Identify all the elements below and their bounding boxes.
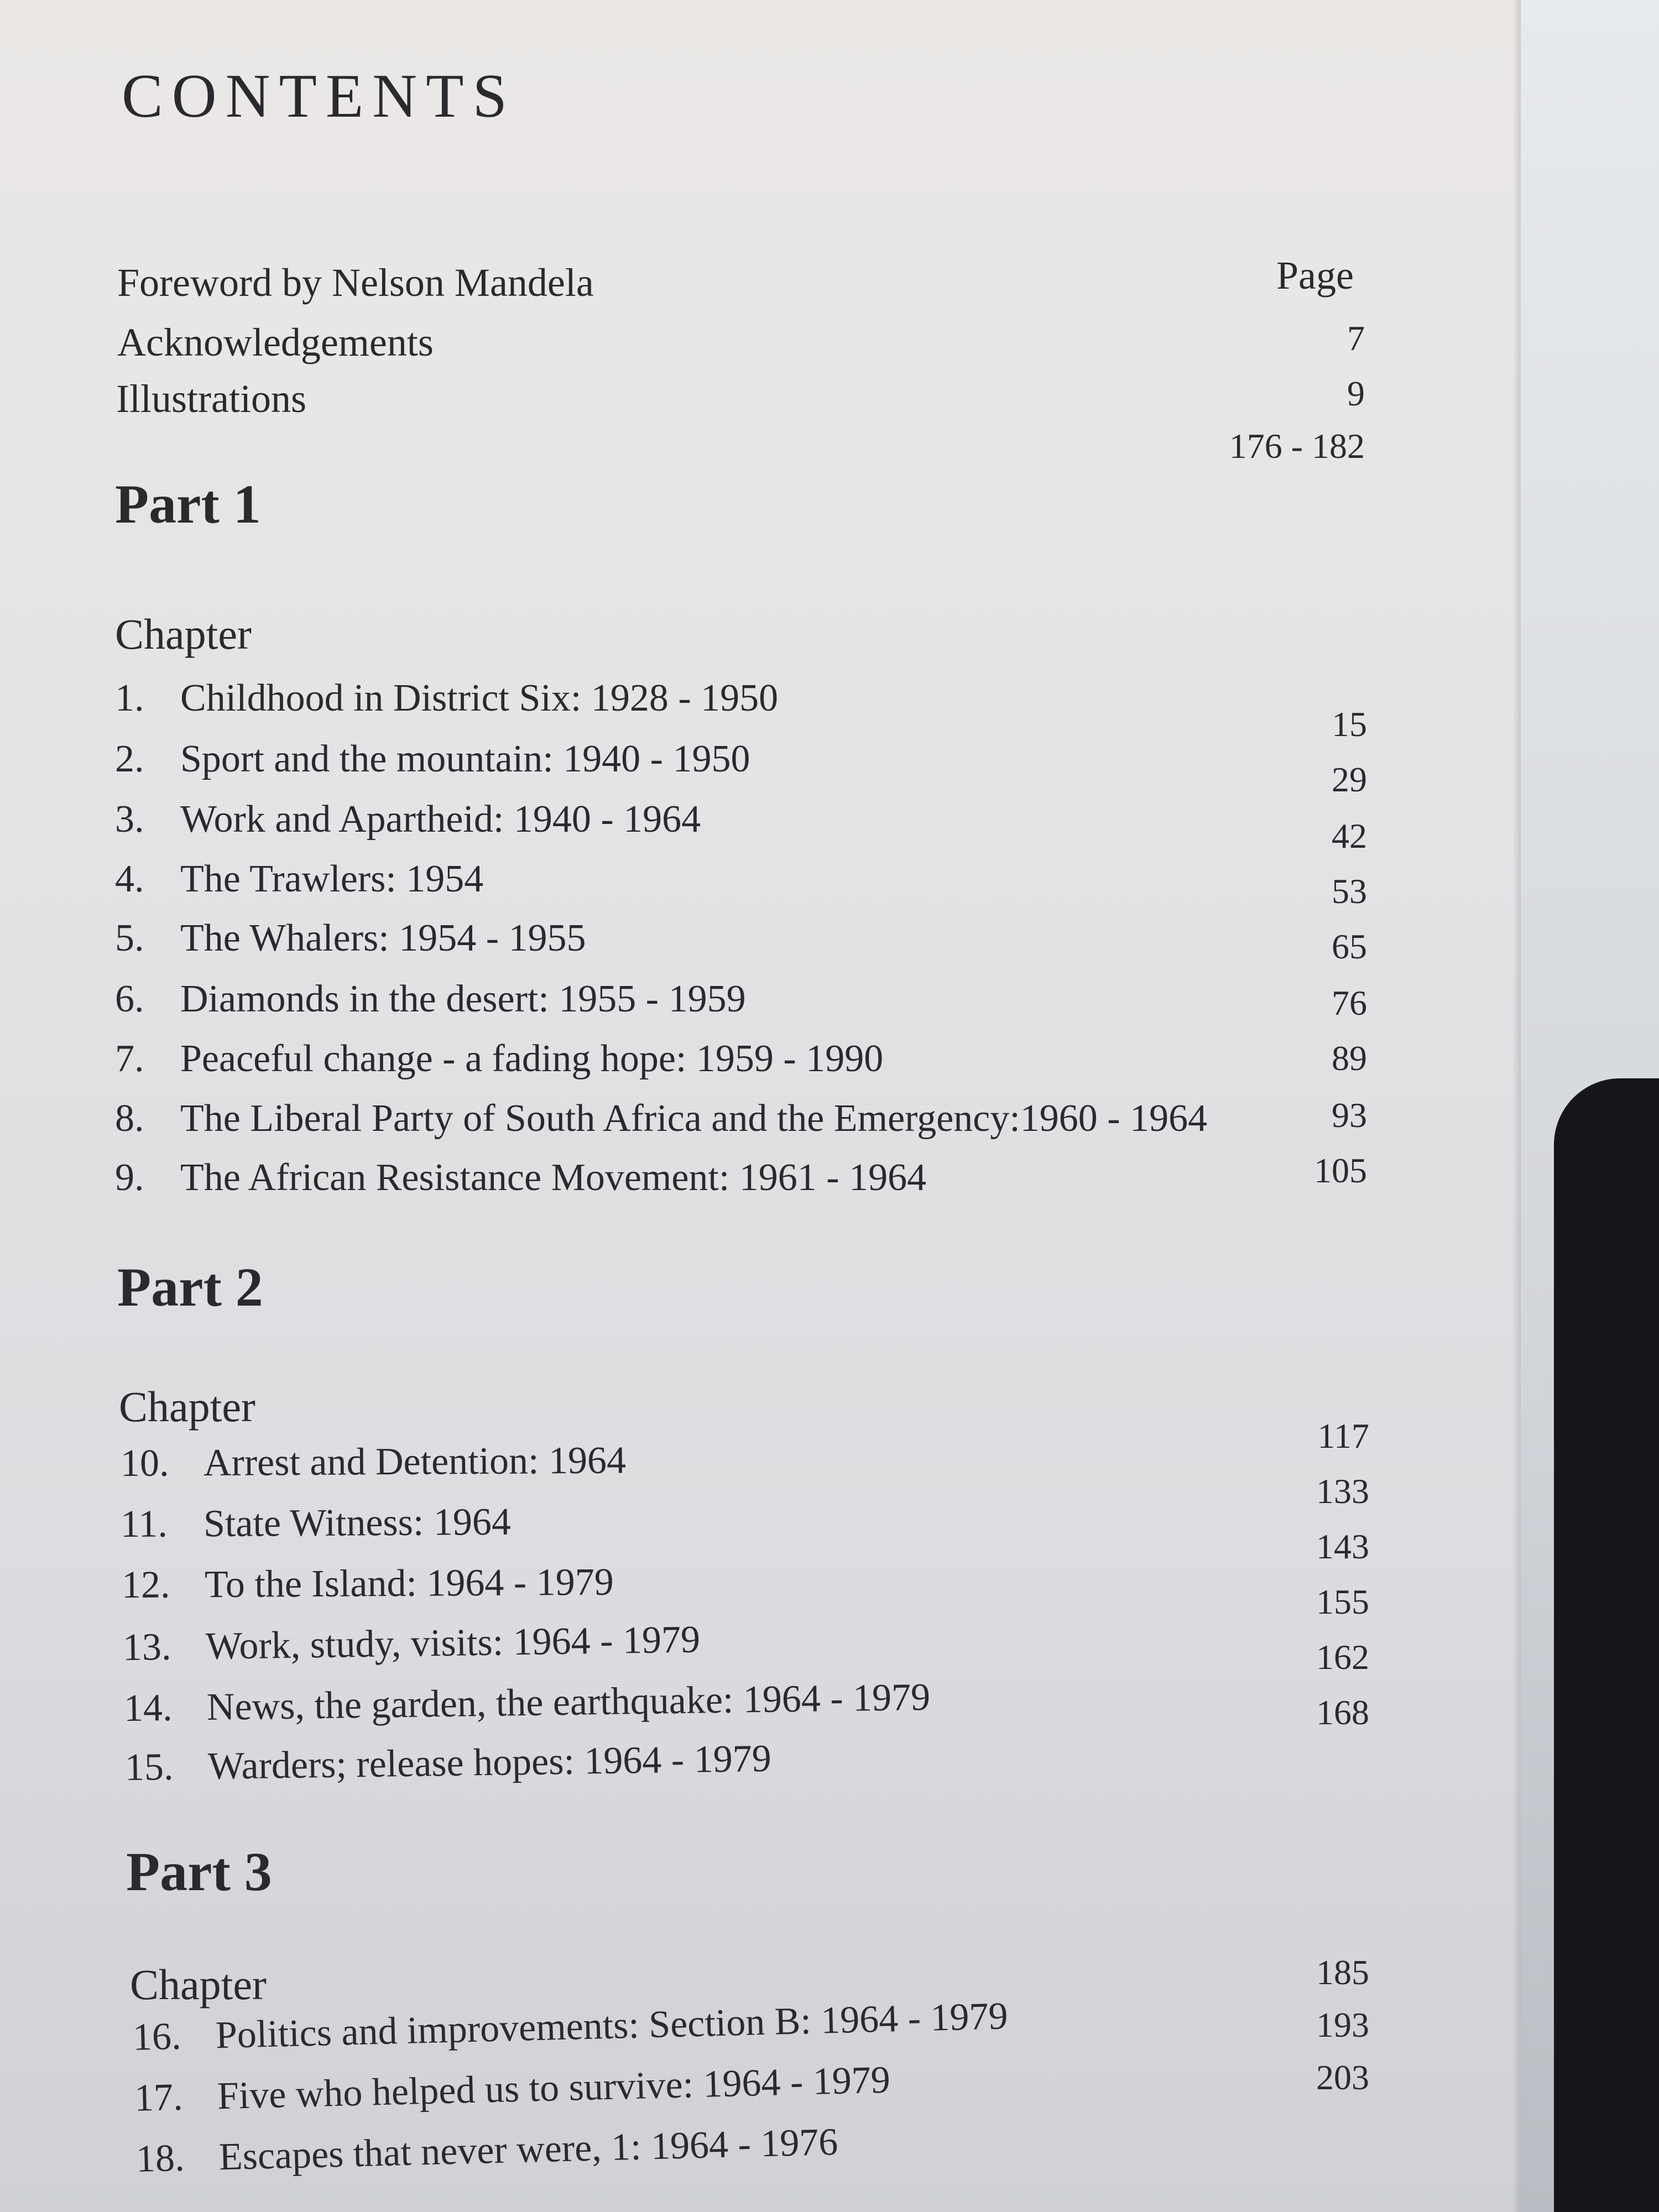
page-number: 168: [1316, 1693, 1369, 1732]
chapter-title: Work, study, visits: 1964 - 1979: [205, 1618, 701, 1668]
chapter-number: 2.: [115, 738, 144, 780]
chapter-entry: [115, 740, 750, 779]
chapter-number: 17.: [134, 2075, 184, 2120]
chapter-entry: [124, 1737, 772, 1789]
front-matter-foreword: Foreword by Nelson Mandela: [117, 260, 594, 305]
chapter-number: 7.: [115, 1037, 144, 1080]
page-number: 117: [1317, 1416, 1369, 1455]
page-number: 143: [1316, 1527, 1369, 1566]
chapter-entry: [115, 800, 701, 839]
chapter-entry: [115, 1156, 927, 1199]
page-number: 9: [1347, 374, 1365, 413]
chapter-entry: [115, 1037, 884, 1080]
part-heading: Part 3: [126, 1841, 272, 1902]
page-number: 185: [1316, 1953, 1369, 1992]
chapter-number: 8.: [115, 1097, 144, 1140]
chapter-entry: [121, 1441, 626, 1483]
page-number: 7: [1347, 319, 1365, 358]
chapter-entry: [115, 679, 778, 718]
page-number: 89: [1332, 1039, 1367, 1078]
page-number: 42: [1332, 816, 1367, 855]
chapter-number: 11.: [120, 1503, 168, 1546]
chapter-number: 15.: [124, 1745, 174, 1789]
chapter-title: Peaceful change - a fading hope: 1959 - 1990: [180, 1037, 884, 1080]
chapter-number: 3.: [115, 798, 144, 841]
front-matter-illustrations: Illustrations: [116, 377, 306, 421]
chapter-number: 10.: [120, 1442, 169, 1485]
chapter-entry: [115, 919, 586, 958]
chapter-entry: [122, 1563, 614, 1605]
chapter-title: To the Island: 1964 - 1979: [204, 1561, 614, 1606]
part-heading: Part 1: [115, 473, 261, 535]
chapter-number: 18.: [135, 2136, 185, 2180]
chapter-title: State Witness: 1964: [203, 1500, 512, 1546]
chapter-number: 14.: [123, 1686, 173, 1730]
page-number: 155: [1316, 1582, 1369, 1621]
chapter-column-header: Chapter: [130, 1960, 267, 2008]
chapter-number: 6.: [115, 978, 144, 1020]
page-number: 65: [1332, 927, 1367, 966]
chapter-title: Arrest and Detention: 1964: [203, 1439, 627, 1485]
chapter-entry: [115, 980, 746, 1019]
front-matter-acknowledgements: Acknowledgements: [117, 320, 434, 364]
page-number: 203: [1316, 2058, 1369, 2097]
chapter-number: 13.: [122, 1625, 172, 1669]
page-number: 15: [1332, 705, 1367, 744]
page-title: CONTENTS: [122, 62, 516, 131]
page-number: 93: [1332, 1095, 1367, 1135]
chapter-column-header: Chapter: [115, 610, 252, 658]
chapter-title: Sport and the mountain: 1940 - 1950: [180, 738, 750, 780]
page-number: 162: [1316, 1637, 1369, 1677]
page-number: 133: [1316, 1472, 1369, 1511]
page-number: 105: [1314, 1151, 1367, 1190]
chapter-title: The Liberal Party of South Africa and the Emergency:1960 - 1964: [180, 1097, 1208, 1140]
chapter-title: Escapes that never were, 1: 1964 - 1976: [218, 2120, 839, 2179]
part-heading: Part 2: [117, 1256, 263, 1318]
dark-object: [1554, 1078, 1659, 2212]
chapter-number: 16.: [132, 2015, 182, 2059]
chapter-entry: [115, 1099, 1207, 1138]
chapter-title: Childhood in District Six: 1928 - 1950: [180, 677, 779, 719]
chapter-title: The Trawlers: 1954: [180, 858, 484, 900]
page-number: 29: [1332, 760, 1367, 799]
chapter-title: Work and Apartheid: 1940 - 1964: [180, 798, 701, 841]
chapter-number: 9.: [115, 1156, 144, 1199]
chapter-column-header: Chapter: [119, 1383, 255, 1431]
page-number: 76: [1332, 983, 1367, 1022]
chapter-title: Politics and improvements: Section B: 1964 - 1979: [215, 1995, 1009, 2057]
chapter-entry: [120, 1500, 512, 1546]
page-number: 176 - 182: [1229, 426, 1365, 466]
chapter-title: Warders; release hopes: 1964 - 1979: [207, 1737, 772, 1788]
chapter-title: The Whalers: 1954 - 1955: [180, 917, 586, 959]
chapter-entry: [123, 1620, 701, 1667]
chapter-number: 1.: [115, 677, 144, 719]
page-number: 53: [1332, 872, 1367, 911]
chapter-title: Five who helped us to survive: 1964 - 1979: [217, 2058, 891, 2118]
page-column-header: Page: [1276, 253, 1354, 298]
chapter-entry: [115, 860, 483, 899]
page-number: 193: [1316, 2005, 1369, 2044]
chapter-title: The African Resistance Movement: 1961 - 1964: [180, 1156, 927, 1199]
chapter-title: News, the garden, the earthquake: 1964 - 1979: [206, 1676, 931, 1729]
chapter-number: 12.: [121, 1563, 170, 1606]
chapter-title: Diamonds in the desert: 1955 - 1959: [180, 978, 746, 1020]
chapter-number: 4.: [115, 858, 144, 900]
chapter-number: 5.: [115, 917, 144, 959]
